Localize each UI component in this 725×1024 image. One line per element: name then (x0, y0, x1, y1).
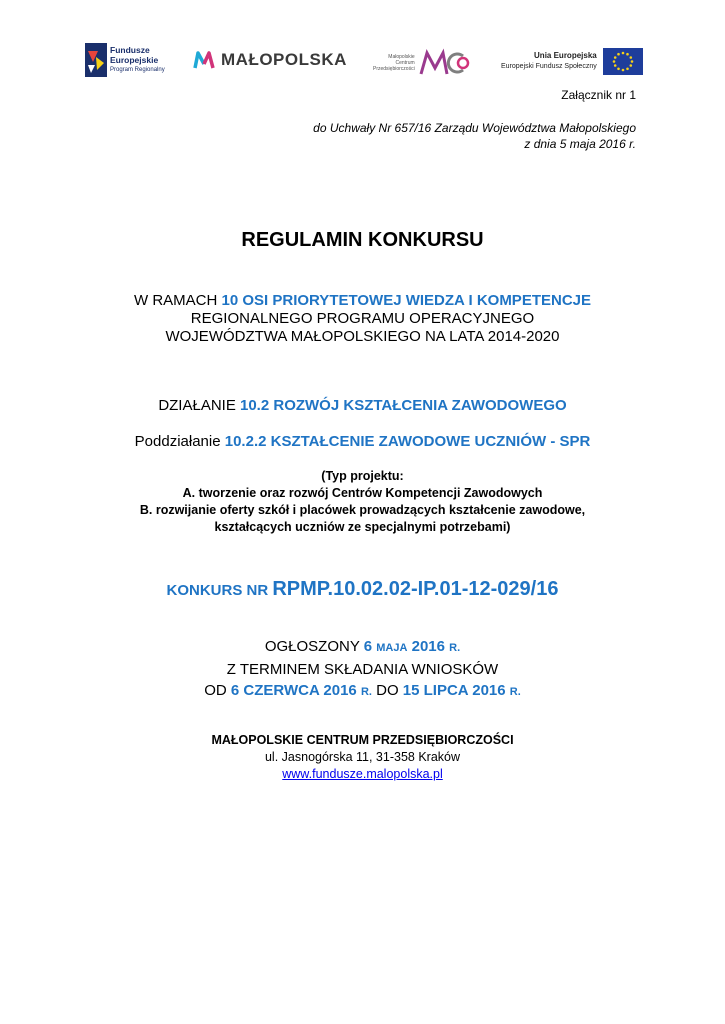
mcp-text-3: Przedsiębiorczości (373, 66, 415, 72)
malopolska-m-icon (193, 50, 215, 70)
from-label: OD (204, 682, 231, 699)
fe-text-1: Fundusze (110, 45, 150, 55)
institution-address: ul. Jasnogórska 11, 31-358 Kraków (264, 750, 461, 764)
dates-block (0, 636, 725, 703)
project-type-line-2: A. tworzenie oraz rozwój Centrów Kompetencji Zawodowych (182, 486, 543, 500)
resolution-line-2: z dnia 5 maja 2016 r. (524, 137, 636, 151)
intro-prefix: W RAMACH (134, 292, 222, 309)
project-type-line-3: B. rozwijanie oferty szkół i placówek prowadzących kształcenie zawodowe, (139, 503, 586, 517)
announced-label: OGŁOSZONY (264, 638, 364, 655)
unia-europejska-logo (501, 48, 643, 75)
mcp-mark-icon (419, 48, 471, 78)
project-type-line-4: kształcących uczniów ze specjalnymi potrzebami) (214, 520, 511, 534)
submission-label: Z TERMINEM SKŁADANIA WNIOSKÓW (226, 661, 499, 678)
intro-line-2: REGIONALNEGO PROGRAMU OPERACYJNEGO (190, 310, 535, 327)
subaction-value: 10.2.2 KSZTAŁCENIE ZAWODOWE UCZNIÓW - SPR (224, 433, 591, 450)
mcp-text-1: Małopolskie (388, 54, 415, 60)
institution-block (0, 732, 725, 783)
resolution-reference (313, 120, 636, 152)
announced-day: 6 (363, 638, 377, 655)
to-date: 15 LIPCA 2016 (402, 682, 510, 699)
action-value: 10.2 ROZWÓJ KSZTAŁCENIA ZAWODOWEGO (240, 397, 567, 414)
ue-text-1: Unia Europejska (534, 51, 597, 60)
institution-name: MAŁOPOLSKIE CENTRUM PRZEDSIĘBIORCZOŚCI (211, 733, 514, 747)
mcp-text-2: Centrum (395, 60, 415, 66)
logo-bar (0, 40, 725, 88)
fe-text-3: Program Regionalny (110, 67, 165, 73)
eu-flag-icon (603, 48, 643, 75)
program-intro (0, 292, 725, 346)
to-label: DO (371, 682, 403, 699)
annex-label: Załącznik nr 1 (561, 88, 636, 102)
subaction-line (0, 433, 725, 450)
to-r: R. (509, 686, 521, 698)
resolution-line-1: do Uchwały Nr 657/16 Zarządu Województwa Małopolskiego (313, 121, 636, 135)
intro-line-3: WOJEWÓDZTWA MAŁOPOLSKIEGO NA LATA 2014-2020 (165, 328, 560, 345)
ue-text-2: Europejski Fundusz Społeczny (501, 63, 597, 70)
malopolska-logo (193, 50, 347, 70)
subaction-label: Poddziałanie (134, 433, 225, 450)
fe-text-2: Europejskie (110, 55, 159, 65)
announced-r: R. (449, 642, 461, 654)
institution-website-link[interactable]: www.fundusze.malopolska.pl (282, 767, 443, 781)
contest-number-line (0, 578, 725, 601)
from-date: 6 CZERWCA 2016 (230, 682, 361, 699)
from-r: R. (360, 686, 372, 698)
project-type (0, 468, 725, 536)
announced-year: 2016 (407, 638, 450, 655)
contest-number: RPMP.10.02.02-IP.01-12-029/16 (272, 578, 559, 600)
contest-label: KONKURS NR (166, 582, 273, 599)
fe-star-icon (85, 43, 107, 77)
action-line (0, 397, 725, 414)
malopolska-text: MAŁOPOLSKA (221, 50, 347, 69)
mcp-logo (373, 48, 471, 78)
announced-month: MAJA (376, 642, 408, 654)
document-title: REGULAMIN KONKURSU (241, 229, 484, 251)
fundusze-europejskie-logo (85, 43, 165, 77)
action-label: DZIAŁANIE (158, 397, 240, 414)
priority-axis: 10 OSI PRIORYTETOWEJ WIEDZA I KOMPETENCJE (221, 292, 591, 309)
project-type-line-1: (Typ projektu: (321, 469, 404, 483)
